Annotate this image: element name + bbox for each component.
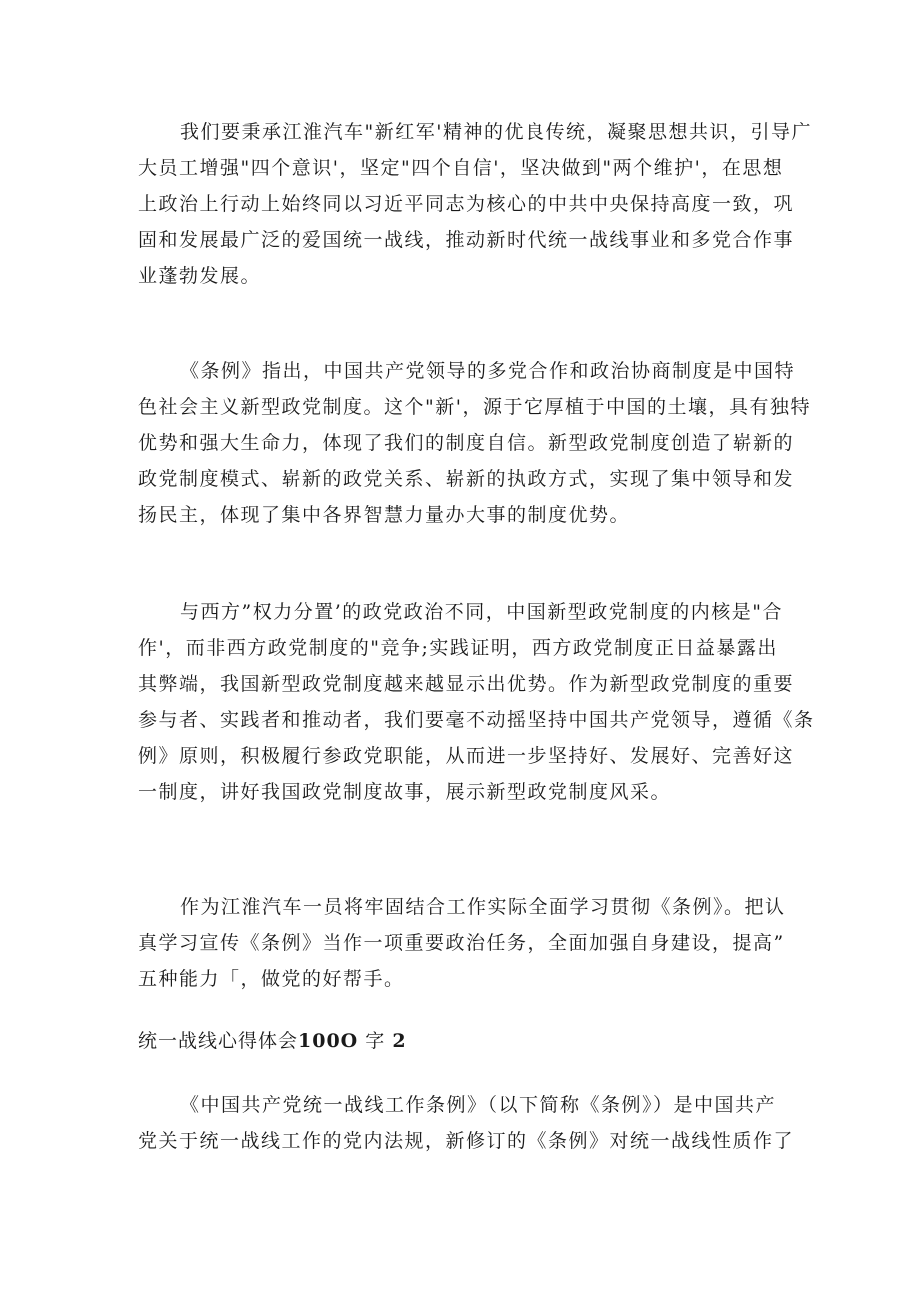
paragraph-line: 扬民主，体现了集中各界智慧力量办大事的制度优势。 — [138, 504, 631, 526]
paragraph-line: 业蓬勃发展。 — [138, 265, 262, 287]
paragraph-5 — [138, 1087, 795, 1159]
paragraph-line: 上政治上行动上始终同以习近平同志为核心的中共中央保持高度一致，巩 — [138, 193, 795, 215]
paragraph-1 — [138, 114, 812, 294]
paragraph-line: 优势和强大生命力，体现了我们的制度自信。新型政党制度创造了崭新的 — [138, 432, 795, 454]
section-heading — [138, 1023, 407, 1059]
paragraph-3 — [138, 594, 815, 810]
paragraph-line: 《中国共产党统一战线工作条例》（以下简称《条例》）是中国共产 — [180, 1094, 777, 1116]
paragraph-line: 与西方”权力分置’的政党政治不同，中国新型政党制度的内核是"合 — [180, 601, 783, 623]
heading-prefix: 统一战线心得体会 — [138, 1030, 299, 1052]
paragraph-line: 《条例》指出，中国共产党领导的多党合作和政治协商制度是中国特 — [180, 360, 796, 382]
paragraph-line: 真学习宣传《条例》当作一项重要政治任务，全面加强自身建设，提高” — [138, 932, 785, 954]
heading-unit: 字 — [358, 1030, 393, 1052]
paragraph-line: 大员工增强"四个意识'，坚定"四个自信'，坚决做到"两个维护'，在思想 — [138, 157, 784, 179]
paragraph-line: 例》原则，积极履行参政党职能，从而进一步坚持好、发展好、完善好这 — [138, 745, 795, 767]
paragraph-line: 色社会主义新型政党制度。这个"新'，源于它厚植于中国的土壤，具有独特 — [138, 396, 811, 418]
paragraph-line: 一制度，讲好我国政党制度故事，展示新型政党制度风采。 — [138, 781, 672, 803]
paragraph-4 — [138, 889, 788, 997]
heading-count: 100O — [298, 1030, 359, 1052]
paragraph-line: 五种能力「，做党的好帮手。 — [138, 968, 405, 990]
paragraph-line: 其弊端，我国新型政党制度越来越显示出优势。作为新型政党制度的重要 — [138, 673, 795, 695]
paragraph-line: 参与者、实践者和推动者，我们要毫不动摇坚持中国共产党领导，遵循《条 — [138, 709, 815, 731]
paragraph-line: 作为江淮汽车一员将牢固结合工作实际全面学习贯彻《条例》。把认 — [180, 896, 786, 918]
heading-number: 2 — [392, 1030, 407, 1052]
paragraph-line: 固和发展最广泛的爱国统一战线，推动新时代统一战线事业和多党合作事 — [138, 229, 795, 251]
paragraph-line: 作'，而非西方政党制度的"竞争;实践证明，西方政党制度正日益暴露出 — [138, 637, 778, 659]
paragraph-line: 我们要秉承江淮汽车"新红军'精神的优良传统，凝聚思想共识，引导广 — [180, 121, 812, 143]
paragraph-line: 党关于统一战线工作的党内法规，新修订的《条例》对统一战线性质作了 — [138, 1130, 795, 1152]
paragraph-2 — [138, 353, 811, 533]
paragraph-line: 政党制度模式、崭新的政党关系、崭新的执政方式，实现了集中领导和发 — [138, 468, 795, 490]
